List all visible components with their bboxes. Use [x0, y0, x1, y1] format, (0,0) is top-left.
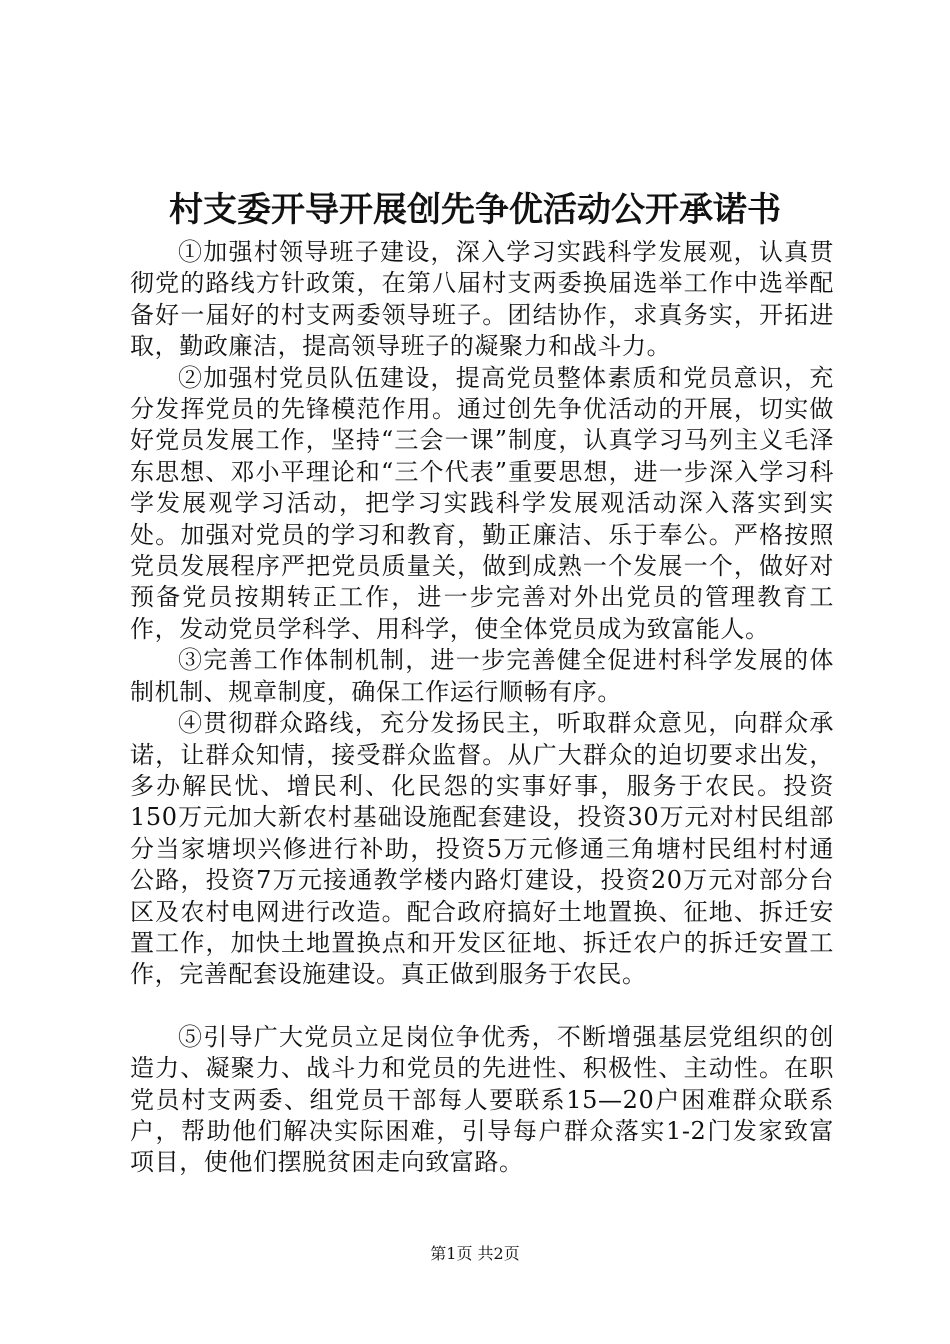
page-footer: 第1页 共2页 [430, 1244, 520, 1263]
paragraph-1: ①加强村领导班子建设，深入学习实践科学发展观，认真贯彻党的路线方针政策，在第八届村支两委换届选举工作中选举配备好一届好的村支两委领导班子。团结协作，求真务实，开拓进取，勤政廉洁，提高领导班子的凝聚力和战斗力。 [130, 238, 834, 361]
paragraph-5: ⑤引导广大党员立足岗位争优秀，不断增强基层党组织的创造力、凝聚力、战斗力和党员的先进性、积极性、主动性。在职党员村支两委、组党员干部每人要联系15—20户困难群众联系户，帮助他们解决实际困难，引导每户群众落实1-2门发家致富项目，使他们摆脱贫困走向致富路。 [130, 1022, 834, 1177]
document-title: 村支委开导开展创先争优活动公开承诺书 [169, 190, 781, 230]
document-body [130, 237, 834, 1179]
paragraph-2: ②加强村党员队伍建设，提高党员整体素质和党员意识，充分发挥党员的先锋模范作用。通过创先争优活动的开展，切实做好党员发展工作，坚持“三会一课”制度，认真学习马列主义毛泽东思想、邓小平理论和“三个代表”重要思想，进一步深入学习科学发展观学习活动，把学习实践科学发展观活动深入落实到实处。加强对党员的学习和教育，勤正廉洁、乐于奉公。严格按照党员发展程序严把党员质量关，做到成熟一个发展一个，做好对预备党员按期转正工作，进一步完善对外出党员的管理教育工作，发动党员学科学、用科学，使全体党员成为致富能人。 [130, 363, 834, 643]
paragraph-4: ④贯彻群众路线，充分发扬民主，听取群众意见，向群众承诺，让群众知情，接受群众监督。从广大群众的迫切要求出发，多办解民忧、增民利、化民怨的实事好事，服务于农民。投资150万元加大新农村基础设施配套建设，投资30万元对村民组部分当家塘坝兴修进行补助，投资5万元修通三角塘村民组村村通公路，投资7万元接通教学楼内路灯建设，投资20万元对部分台区及农村电网进行改造。配合政府搞好土地置换、征地、拆迁安置工作，加快土地置换点和开发区征地、拆迁农户的拆迁安置工作，完善配套设施建设。真正做到服务于农民。 [130, 709, 834, 989]
paragraph-3: ③完善工作体制机制，进一步完善健全促进村科学发展的体制机制、规章制度，确保工作运行顺畅有序。 [130, 646, 834, 706]
